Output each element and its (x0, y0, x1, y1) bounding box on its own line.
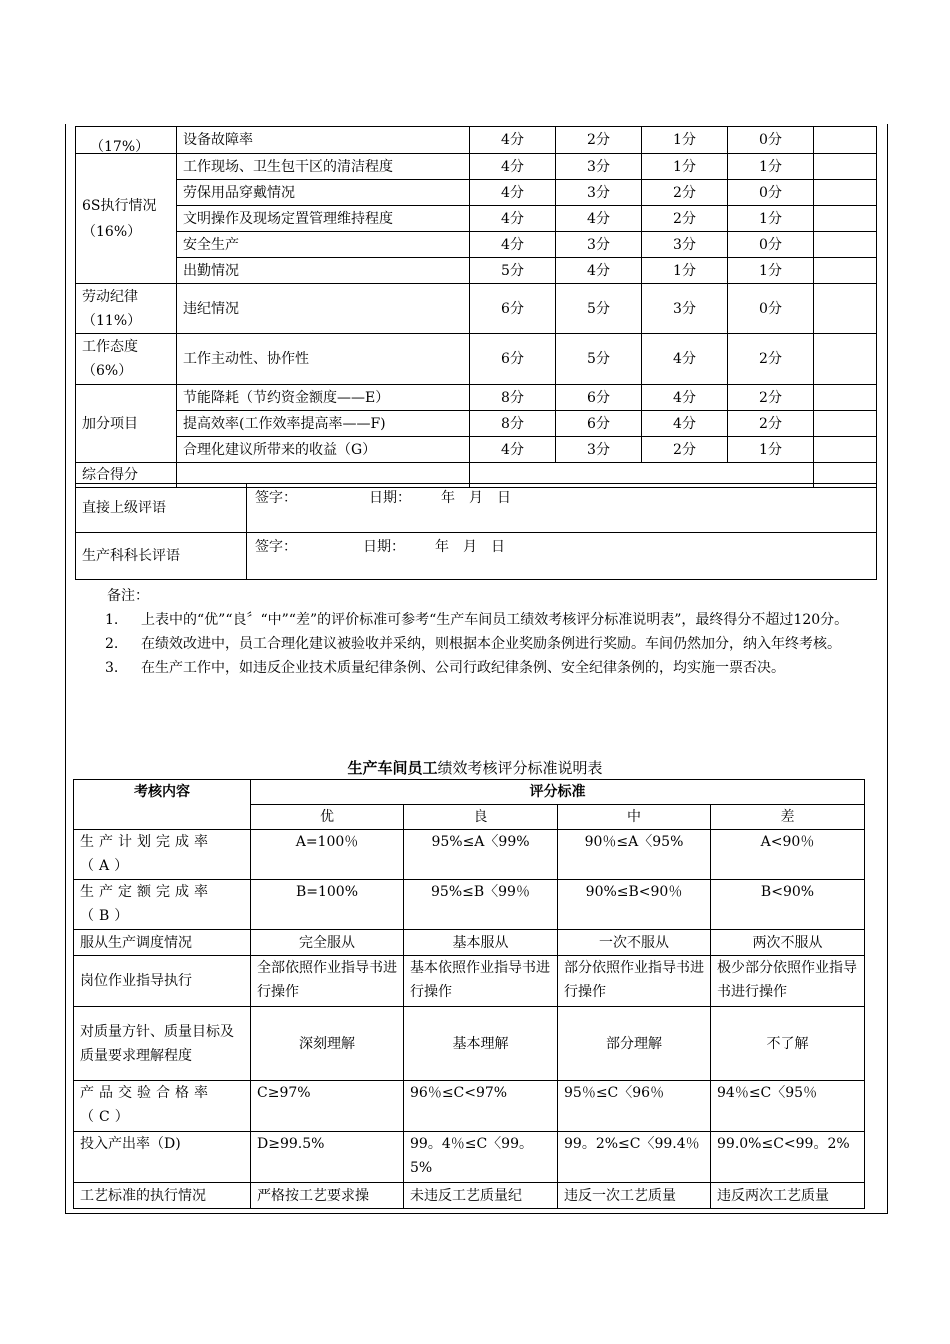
title-rest-part: 绩效考核评分标准说明表 (437, 759, 603, 777)
table-row (74, 1007, 865, 1081)
criterion-cell: 生产计划完成率（A） (74, 830, 251, 880)
standard-cell: 95％≤C〈96％ (558, 1081, 711, 1132)
header-content: 考核内容 (74, 780, 251, 830)
item-cell: 安全生产 (177, 232, 470, 258)
score-cell: 2分 (556, 127, 642, 154)
score-cell: 2分 (642, 437, 728, 463)
standard-cell: 99。2%≤C〈99.4％ (558, 1132, 711, 1183)
standard-cell: 完全服从 (251, 930, 404, 956)
standard-cell: 全部依照作业指导书进行操作 (251, 956, 404, 1007)
standard-cell: A=100％ (251, 830, 404, 880)
table-row (76, 180, 877, 206)
note-item (105, 632, 875, 656)
score-cell: 3分 (556, 232, 642, 258)
comment-table (75, 483, 877, 580)
standard-cell: 96％≤C<97% (404, 1081, 558, 1132)
standard-cell: D≥99.5% (251, 1132, 404, 1183)
level-good: 良 (404, 805, 558, 830)
score-cell: 3分 (556, 437, 642, 463)
standard-cell: 基本服从 (404, 930, 558, 956)
score-cell: 4分 (470, 232, 556, 258)
criterion-cell: 投入产出率（D) (74, 1132, 251, 1183)
item-cell: 出勤情况 (177, 258, 470, 284)
table-row (74, 880, 865, 930)
criterion-cell: 生产定额完成率（B） (74, 880, 251, 930)
standard-cell: 95%≤B〈99％ (404, 880, 558, 930)
table-row (76, 411, 877, 437)
item-cell: 违纪情况 (177, 284, 470, 334)
item-cell: 工作主动性、协作性 (177, 334, 470, 385)
standard-cell: B=100% (251, 880, 404, 930)
level-medium: 中 (558, 805, 711, 830)
score-cell: 0分 (728, 127, 814, 154)
note-number: 3. (105, 660, 119, 676)
score-cell: 4分 (470, 180, 556, 206)
standard-cell: B<90% (711, 880, 865, 930)
score-cell: 4分 (470, 154, 556, 180)
criterion-cell: 对质量方针、质量目标及质量要求理解程度 (74, 1007, 251, 1081)
score-cell: 3分 (642, 284, 728, 334)
standard-cell: 深刻理解 (251, 1007, 404, 1081)
score-cell: 5分 (470, 258, 556, 284)
standard-cell: 95%≤A〈99% (404, 830, 558, 880)
score-cell: 0分 (728, 284, 814, 334)
score-cell: 4分 (642, 385, 728, 411)
note-item (105, 608, 875, 632)
score-cell: 0分 (728, 180, 814, 206)
standard-cell: 部分理解 (558, 1007, 711, 1081)
supervisor-signature-cell (247, 484, 877, 533)
date-label: 日期： (363, 539, 405, 555)
score-cell: 4分 (556, 258, 642, 284)
standard-cell: 极少部分依照作业指导书进行操作 (711, 956, 865, 1007)
note-text: 在绩效改进中，员工合理化建议被验收并采纳，则根据本企业奖励条例进行奖励。车间仍然加分，纳入年终考核。 (141, 636, 841, 652)
score-cell: 6分 (556, 385, 642, 411)
notes-heading: 备注： (107, 588, 149, 604)
item-cell: 节能降耗（节约资金额度——E） (177, 385, 470, 411)
table-row (74, 830, 865, 880)
standard-cell: 基本理解 (404, 1007, 558, 1081)
level-poor: 差 (711, 805, 865, 830)
standard-cell: 严格按工艺要求操 (251, 1183, 404, 1209)
standard-cell: 不了解 (711, 1007, 865, 1081)
table-row (76, 437, 877, 463)
standard-cell: 未违反工艺质量纪 (404, 1183, 558, 1209)
score-cell: 4分 (642, 334, 728, 385)
category-attitude: 工作态度（6%） (76, 334, 177, 385)
blank-cell (814, 127, 877, 154)
blank-cell (814, 437, 877, 463)
chief-signature-cell (247, 533, 877, 580)
date-ymd: 年 月 日 (441, 490, 511, 506)
table-row (74, 956, 865, 1007)
category-bonus: 加分项目 (76, 385, 177, 463)
category-cell: （17%） (76, 127, 177, 154)
criterion-cell: 服从生产调度情况 (74, 930, 251, 956)
standard-cell: 90％≤A〈95% (558, 830, 711, 880)
score-cell: 1分 (642, 258, 728, 284)
score-cell: 4分 (556, 206, 642, 232)
standard-cell: 违反两次工艺质量 (711, 1183, 865, 1209)
score-cell: 4分 (470, 437, 556, 463)
standard-table (73, 779, 865, 1209)
score-cell: 4分 (642, 411, 728, 437)
note-number: 1. (105, 612, 119, 628)
note-text: 在生产工作中，如违反企业技术质量纪律条例、公司行政纪律条例、安全纪律条例的，均实施一票否决。 (141, 660, 785, 676)
blank-cell (814, 284, 877, 334)
table-row (76, 232, 877, 258)
table-row (76, 154, 877, 180)
item-cell: 合理化建议所带来的收益（G） (177, 437, 470, 463)
criterion-cell: 岗位作业指导执行 (74, 956, 251, 1007)
item-cell: 工作现场、卫生包干区的清洁程度 (177, 154, 470, 180)
standard-cell: 违反一次工艺质量 (558, 1183, 711, 1209)
score-table (75, 126, 877, 488)
sign-label: 签字： (255, 539, 297, 555)
standard-cell: 一次不服从 (558, 930, 711, 956)
category-discipline: 劳动纪律（11%） (76, 284, 177, 334)
standard-cell: 99.0%≤C<99。2% (711, 1132, 865, 1183)
standard-cell: C≥97% (251, 1081, 404, 1132)
category-6s: 6S执行情况（16%） (76, 154, 177, 284)
blank-cell (814, 180, 877, 206)
score-cell: 0分 (728, 232, 814, 258)
score-cell: 1分 (728, 437, 814, 463)
score-cell: 2分 (728, 411, 814, 437)
standard-cell: 94％≤C〈95％ (711, 1081, 865, 1132)
score-cell: 3分 (642, 232, 728, 258)
total-label: 综合得分 (76, 463, 177, 488)
item-cell: 提高效率(工作效率提高率——F) (177, 411, 470, 437)
table-row (74, 1132, 865, 1183)
table-row (74, 780, 865, 805)
note-text: 上表中的“优”“良〞“中”“差”的评价标准可参考“生产车间员工绩效考核评分标准说明表”，最终得分不超过120分。 (141, 612, 849, 628)
table-row (76, 206, 877, 232)
chief-comment-label: 生产科科长评语 (76, 533, 247, 580)
standard-cell: 两次不服从 (711, 930, 865, 956)
table-row (76, 533, 877, 580)
score-cell: 4分 (470, 127, 556, 154)
score-cell: 2分 (642, 206, 728, 232)
score-cell: 8分 (470, 385, 556, 411)
table-row (76, 334, 877, 385)
score-cell: 2分 (728, 385, 814, 411)
table-row (74, 1081, 865, 1132)
level-excellent: 优 (251, 805, 404, 830)
standard-cell: 90%≤B<90％ (558, 880, 711, 930)
score-cell: 1分 (728, 258, 814, 284)
table-row (76, 258, 877, 284)
standard-cell: 基本依照作业指导书进行操作 (404, 956, 558, 1007)
header-standard: 评分标准 (251, 780, 865, 805)
table-row (74, 1183, 865, 1209)
table-row (76, 484, 877, 533)
score-cell: 8分 (470, 411, 556, 437)
sign-label: 签字： (255, 490, 297, 506)
score-cell: 3分 (556, 154, 642, 180)
title-bold-part: 生产车间员工 (347, 759, 438, 777)
blank-cell (814, 154, 877, 180)
date-ymd: 年 月 日 (435, 539, 505, 555)
score-cell: 6分 (470, 284, 556, 334)
standard-cell: A<90％ (711, 830, 865, 880)
blank-cell (814, 206, 877, 232)
criterion-cell: 产品交验合格率（C） (74, 1081, 251, 1132)
table-row (76, 385, 877, 411)
supervisor-comment-label: 直接上级评语 (76, 484, 247, 533)
score-cell: 1分 (642, 127, 728, 154)
blank-cell (814, 411, 877, 437)
criterion-cell: 工艺标准的执行情况 (74, 1183, 251, 1209)
table-row (76, 284, 877, 334)
score-cell: 3分 (556, 180, 642, 206)
standard-table-title (0, 757, 950, 779)
score-cell: 1分 (728, 154, 814, 180)
notes-section (105, 584, 875, 680)
date-label: 日期： (369, 490, 411, 506)
note-number: 2. (105, 636, 119, 652)
blank-cell (814, 232, 877, 258)
blank-cell (814, 385, 877, 411)
standard-cell: 99。4％≤C〈99。5% (404, 1132, 558, 1183)
score-cell: 2分 (728, 334, 814, 385)
item-cell: 劳保用品穿戴情况 (177, 180, 470, 206)
blank-cell (814, 334, 877, 385)
score-cell: 5分 (556, 334, 642, 385)
item-cell: 设备故障率 (177, 127, 470, 154)
table-row (76, 127, 877, 154)
score-cell: 5分 (556, 284, 642, 334)
score-cell: 6分 (470, 334, 556, 385)
table-row (74, 930, 865, 956)
note-item (105, 656, 875, 680)
blank-cell (814, 258, 877, 284)
item-cell: 文明操作及现场定置管理维持程度 (177, 206, 470, 232)
score-cell: 2分 (642, 180, 728, 206)
score-cell: 1分 (642, 154, 728, 180)
score-cell: 6分 (556, 411, 642, 437)
score-cell: 1分 (728, 206, 814, 232)
standard-cell: 部分依照作业指导书进行操作 (558, 956, 711, 1007)
score-cell: 4分 (470, 206, 556, 232)
